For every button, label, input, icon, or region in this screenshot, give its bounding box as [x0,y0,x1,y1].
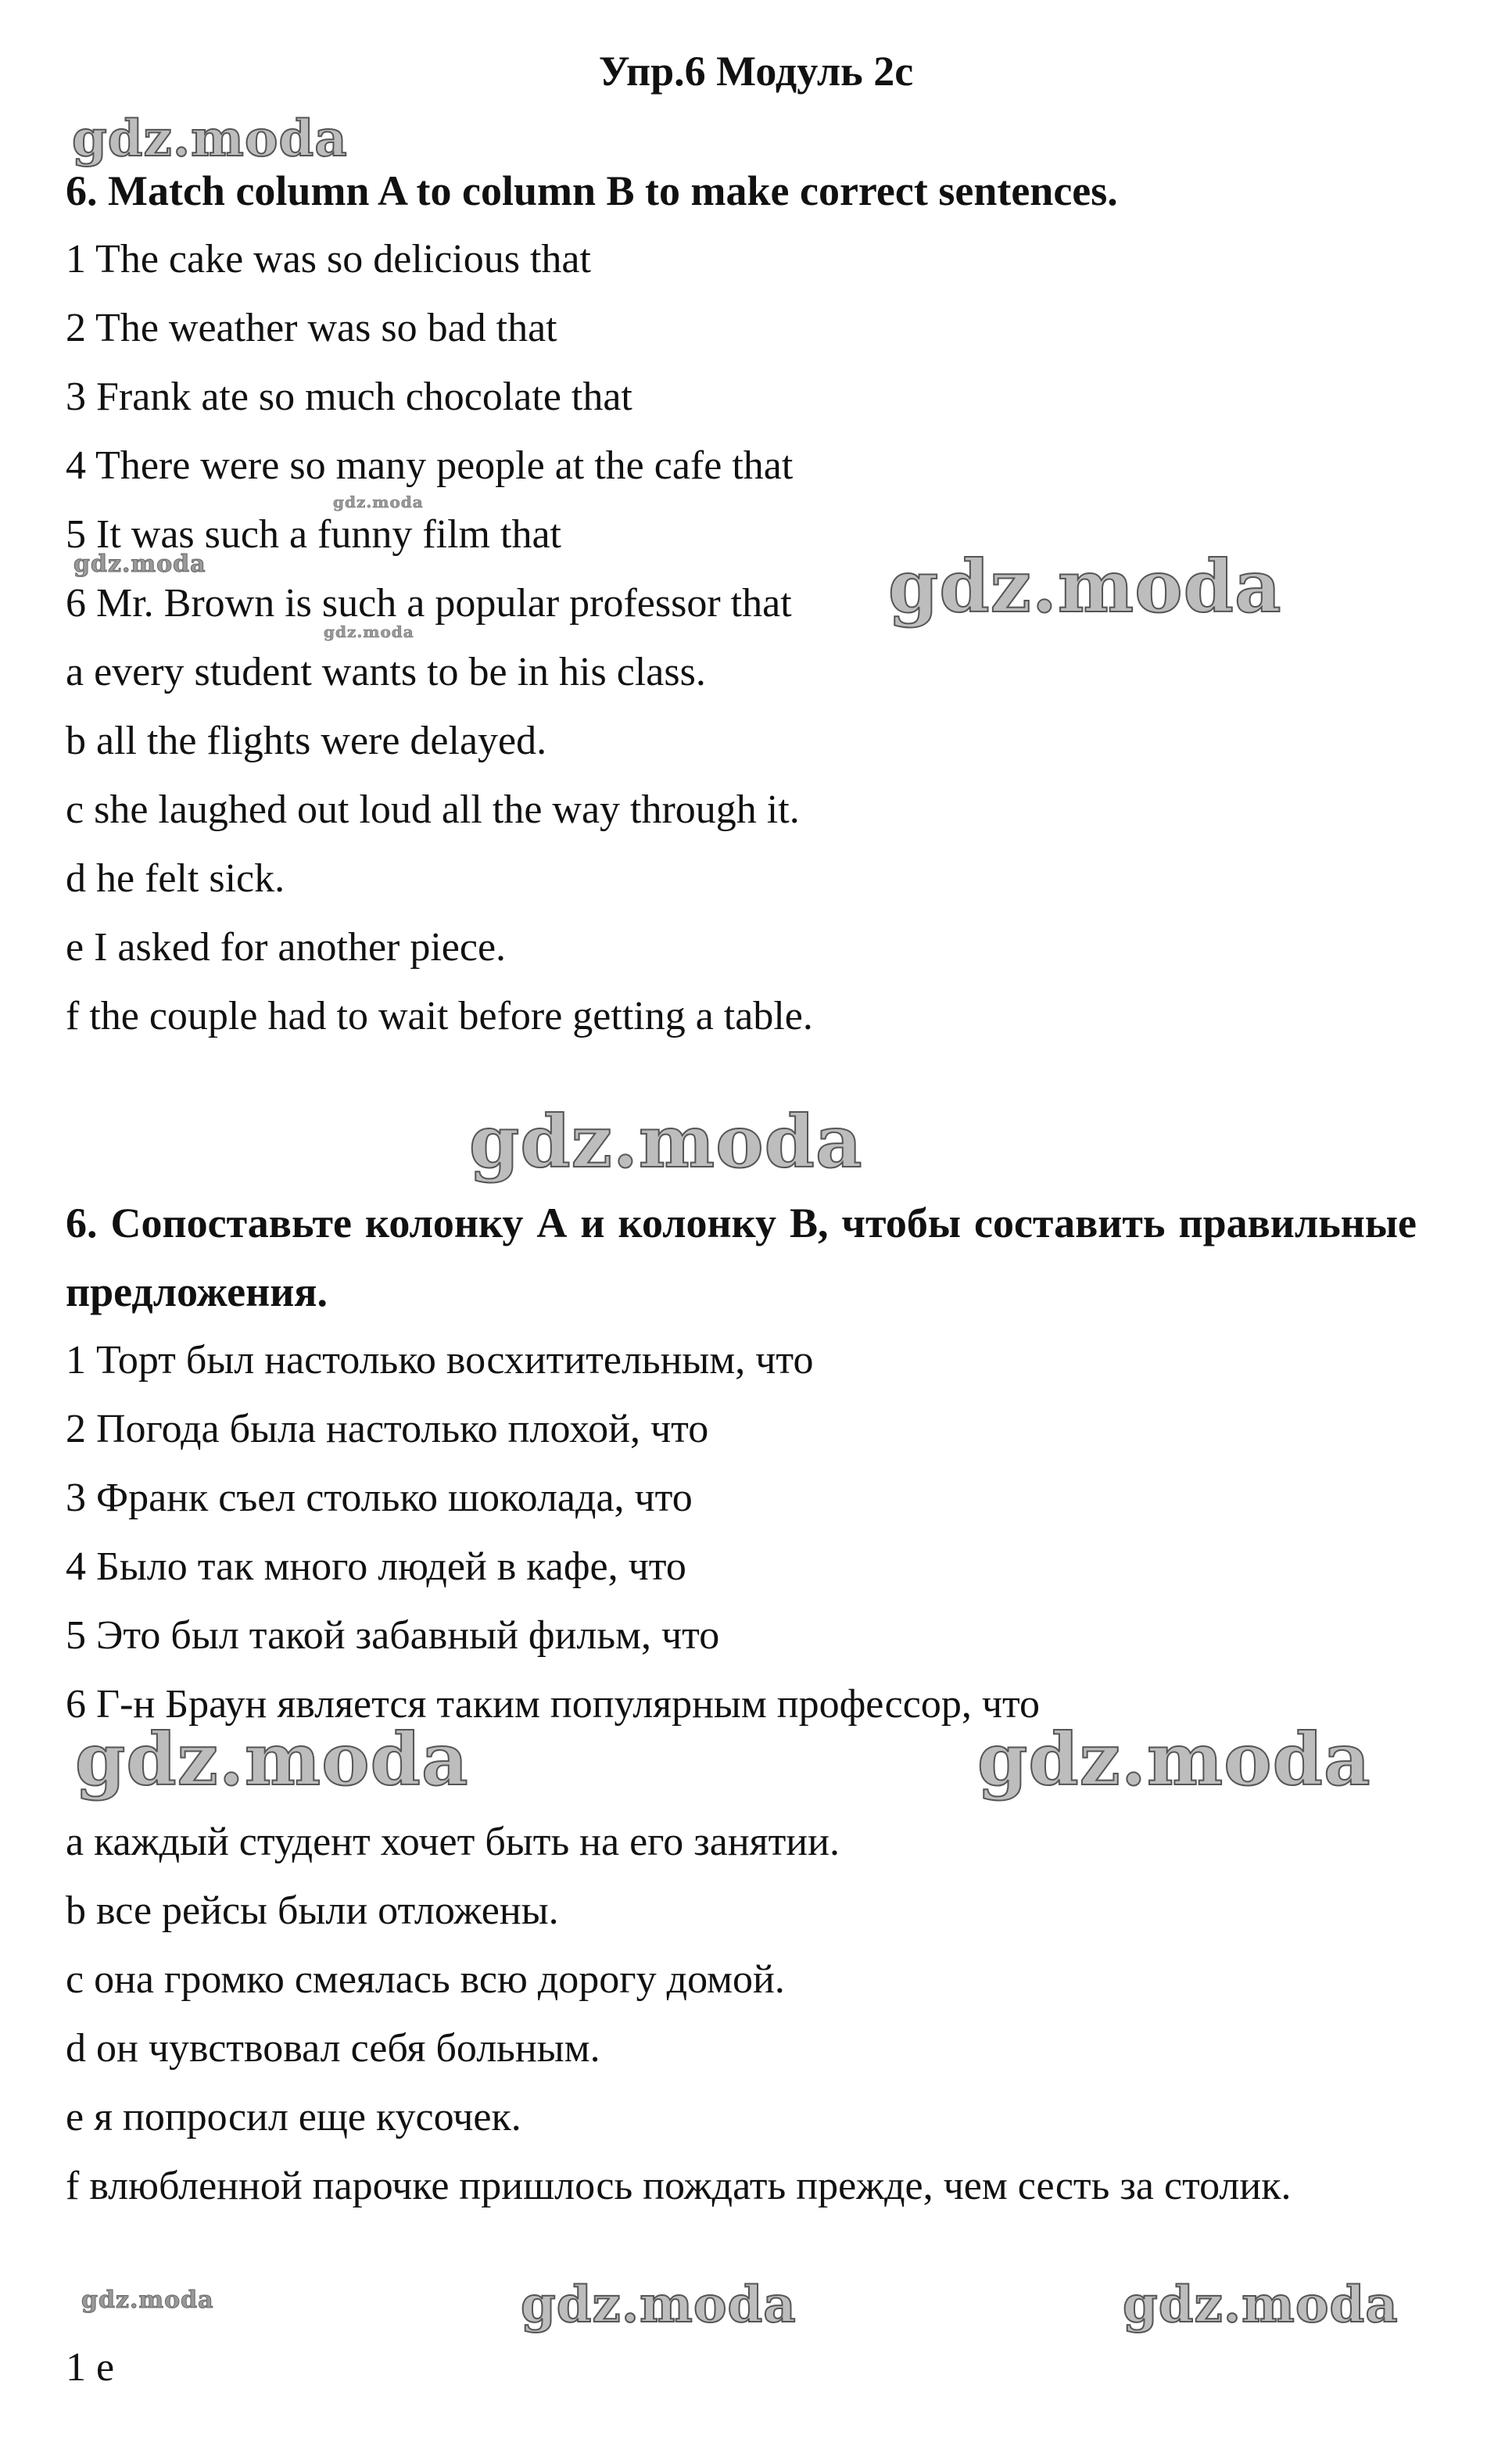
english-column-a-item: 5 It was such a funny film that [66,512,561,557]
watermark-logo: gdz.moda [469,1099,863,1184]
watermark-logo: gdz.moda [1123,2276,1399,2334]
watermark-logo: gdz.moda [888,544,1282,629]
watermark-logo: gdz.moda [324,622,414,641]
english-column-b-item: c she laughed out loud all the way through it. [66,787,800,832]
russian-column-b [66,1808,1417,2221]
english-column-b-item: f the couple had to wait before getting a table. [66,994,813,1038]
russian-column-b-item: d он чувствовал себя больным. [66,2026,600,2071]
english-column-b-item: e I asked for another piece. [66,925,507,970]
russian-column-b-item: а каждый студент хочет быть на его занятии. [66,1820,840,1864]
russian-column-a-item: 6 Г-н Браун является таким популярным профессор, что [66,1682,1041,1727]
watermark-logo: gdz.moda [977,1717,1371,1802]
english-exercise-heading: 6. Match column A to column B to make correct sentences. [66,167,1118,214]
english-column-b [66,638,1417,1051]
russian-column-b-item: b все рейсы были отложены. [66,1888,559,1933]
russian-column-a-item: 2 Погода была настолько плохой, что [66,1407,709,1451]
russian-column-b-item: f влюбленной парочке пришлось пождать прежде, чем сесть за столик. [66,2164,1292,2208]
watermark-logo: gdz.moda [81,2286,214,2314]
watermark-logo: gdz.moda [73,551,206,578]
english-column-a-item: 4 There were so many people at the cafe that [66,443,794,488]
russian-column-a-item: 1 Торт был настолько восхитительным, что [66,1338,814,1383]
english-column-a-item: 3 Frank ate so much chocolate that [66,375,632,419]
english-column-a-item: 2 The weather was so bad that [66,306,557,350]
english-column-a-item: 6 Mr. Brown is such a popular professor that [66,581,792,626]
english-column-b-item: a every student wants to be in his class. [66,650,706,694]
page-title: Упр.6 Модуль 2с [598,48,914,95]
russian-column-a-item: 4 Было так много людей в кафе, что [66,1544,686,1589]
english-column-b-item: b all the flights were delayed. [66,719,547,763]
watermark-logo: gdz.moda [75,1717,469,1802]
russian-column-a [66,1326,1417,1739]
watermark-logo: gdz.moda [72,109,348,168]
watermark-logo: gdz.moda [333,493,424,511]
english-column-a-item: 1 The cake was so delicious that [66,237,591,282]
russian-column-b-item: е я попросил еще кусочек. [66,2095,521,2139]
watermark-logo: gdz.moda [521,2276,797,2334]
russian-exercise-heading: 6. Сопоставьте колонку А и колонку В, чтобы составить правильные предложения. [66,1200,1417,1315]
russian-column-a-item: 5 Это был такой забавный фильм, что [66,1613,720,1658]
answer-text: 1 е [66,2345,115,2390]
english-column-b-item: d he felt sick. [66,856,285,901]
russian-column-a-item: 3 Франк съел столько шоколада, что [66,1476,693,1520]
russian-column-b-item: с она громко смеялась всю дорогу домой. [66,1957,785,2002]
